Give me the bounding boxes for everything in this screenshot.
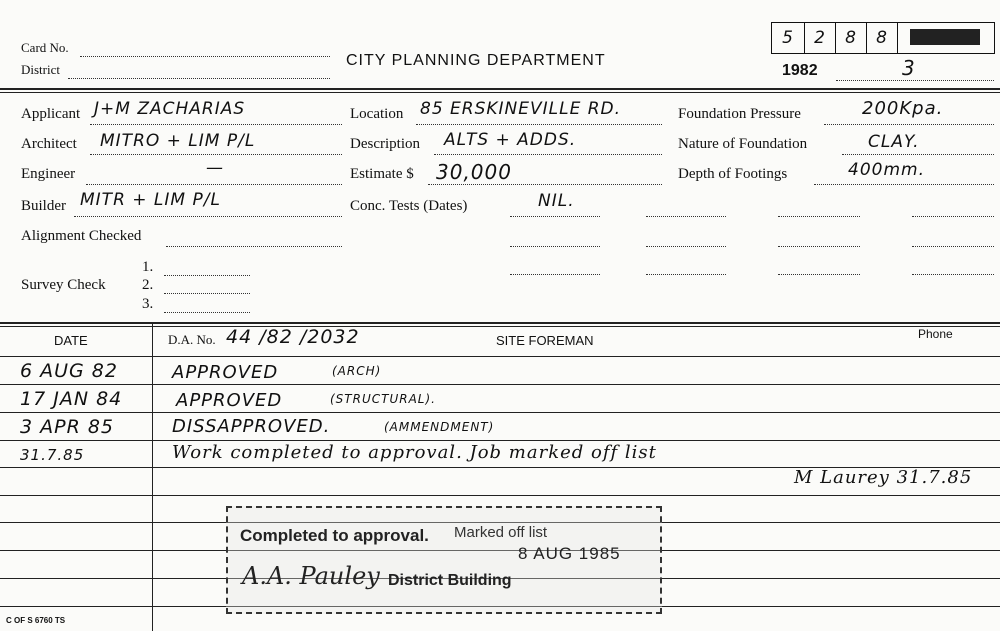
description-label: Description — [350, 136, 420, 152]
applicant-value: J+M ZACHARIAS — [94, 99, 246, 119]
conc-tests-value: NIL. — [538, 191, 575, 211]
nature-of-foundation-label: Nature of Foundation — [678, 136, 808, 152]
conc-line-11 — [778, 274, 860, 275]
stamp-date: 8 AUG 1985 — [518, 544, 621, 563]
foundation-pressure-line — [824, 124, 994, 125]
survey-check-label: Survey Check — [21, 277, 106, 293]
redaction-mark — [910, 29, 980, 45]
log-entry-1-date: 6 AUG 82 — [20, 360, 118, 382]
architect-line — [90, 154, 342, 155]
card-digit-2: 2 — [814, 28, 826, 48]
card-year: 1982 — [782, 62, 818, 79]
foreman-signature: M Laurey 31.7.85 — [794, 467, 973, 488]
card-digit-1: 5 — [782, 28, 794, 48]
description-line — [434, 154, 662, 155]
header-divider-2 — [0, 92, 1000, 93]
survey-line-2 — [164, 293, 250, 294]
description-value: ALTS + ADDS. — [444, 130, 577, 150]
card-no-line — [80, 56, 330, 57]
log-entry-1-text: APPROVED — [172, 362, 279, 383]
builder-line — [74, 216, 342, 217]
applicant-line — [90, 124, 342, 125]
conc-line-6 — [646, 246, 726, 247]
location-label: Location — [350, 106, 404, 122]
stamp-signature: A.A. Pauley — [242, 562, 380, 590]
architect-label: Architect — [21, 136, 77, 152]
conc-line-4 — [912, 216, 994, 217]
conc-line-7 — [778, 246, 860, 247]
foundation-pressure-value: 200Kpa. — [862, 98, 944, 119]
survey-line-1 — [164, 275, 250, 276]
site-foreman-header: SITE FOREMAN — [496, 333, 594, 348]
builder-value: MITR + LIM P/L — [80, 190, 221, 210]
conc-tests-label: Conc. Tests (Dates) — [350, 198, 468, 214]
conc-line-10 — [646, 274, 726, 275]
log-entry-2-date: 17 JAN 84 — [20, 388, 123, 410]
log-entry-3-note: (AMMENDMENT) — [384, 420, 495, 434]
card-no-label: Card No. — [21, 40, 69, 55]
engineer-label: Engineer — [21, 166, 76, 182]
conc-line-8 — [912, 246, 994, 247]
survey-number-2: 2. — [142, 277, 154, 293]
conc-line-1 — [510, 216, 600, 217]
conc-line-5 — [510, 246, 600, 247]
conc-line-9 — [510, 274, 600, 275]
date-column-divider — [152, 323, 153, 631]
log-entry-3-date: 3 APR 85 — [20, 416, 115, 438]
log-entry-2-note: (STRUCTURAL). — [330, 392, 436, 406]
architect-value: MITRO + LIM P/L — [100, 131, 256, 151]
card-number-box — [771, 22, 995, 54]
log-rule-6 — [0, 495, 1000, 496]
page-title: CITY PLANNING DEPARTMENT — [346, 52, 606, 69]
nature-of-foundation-value: CLAY. — [868, 132, 920, 152]
applicant-label: Applicant — [21, 106, 81, 122]
log-rule-2 — [0, 384, 1000, 385]
da-number-value: 44 /82 /2032 — [226, 326, 360, 348]
engineer-line — [86, 184, 342, 185]
log-entry-4-date: 31.7.85 — [20, 446, 85, 464]
date-header: DATE — [54, 333, 88, 348]
builder-label: Builder — [21, 198, 66, 214]
survey-number-1: 1. — [142, 259, 154, 275]
log-entry-1-note: (ARCH) — [332, 364, 382, 378]
stamp-line-3: District Building — [388, 572, 512, 589]
depth-of-footings-value: 400mm. — [848, 160, 925, 180]
nature-of-foundation-line — [842, 154, 994, 155]
depth-of-footings-line — [814, 184, 994, 185]
stamp-line-1: Completed to approval. — [240, 526, 429, 545]
foundation-pressure-label: Foundation Pressure — [678, 106, 801, 122]
log-entry-2-text: APPROVED — [176, 390, 283, 411]
log-divider-top-2 — [0, 326, 1000, 327]
location-value: 85 ERSKINEVILLE RD. — [420, 99, 622, 119]
alignment-label: Alignment Checked — [21, 228, 142, 244]
conc-line-2 — [646, 216, 726, 217]
card-year-hand: 3 — [902, 56, 916, 80]
approval-stamp — [226, 506, 662, 614]
log-entry-4-text: Work completed to approval. Job marked off list — [172, 442, 657, 463]
phone-header: Phone — [918, 327, 953, 341]
year-line — [836, 80, 994, 81]
alignment-line — [166, 246, 342, 247]
log-divider-top — [0, 322, 1000, 324]
log-rule-1 — [0, 356, 1000, 357]
form-code: C OF S 6760 TS — [6, 616, 66, 625]
da-no-label: D.A. No. — [168, 332, 216, 347]
estimate-label: Estimate $ — [350, 166, 414, 182]
survey-number-3: 3. — [142, 296, 154, 312]
conc-line-3 — [778, 216, 860, 217]
log-entry-3-text: DISSAPPROVED. — [172, 416, 331, 437]
log-rule-3 — [0, 412, 1000, 413]
header-divider — [0, 88, 1000, 90]
conc-line-12 — [912, 274, 994, 275]
district-label: District — [21, 62, 60, 77]
district-line — [68, 78, 330, 79]
depth-of-footings-label: Depth of Footings — [678, 166, 788, 182]
card-digit-4: 8 — [876, 28, 888, 48]
card-digit-3: 8 — [845, 28, 857, 48]
stamp-line-1b: Marked off list — [454, 524, 548, 541]
estimate-value: 30,000 — [436, 160, 512, 184]
location-line — [416, 124, 662, 125]
survey-line-3 — [164, 312, 250, 313]
estimate-line — [428, 184, 662, 185]
log-rule-4 — [0, 440, 1000, 441]
engineer-value: — — [206, 158, 224, 178]
